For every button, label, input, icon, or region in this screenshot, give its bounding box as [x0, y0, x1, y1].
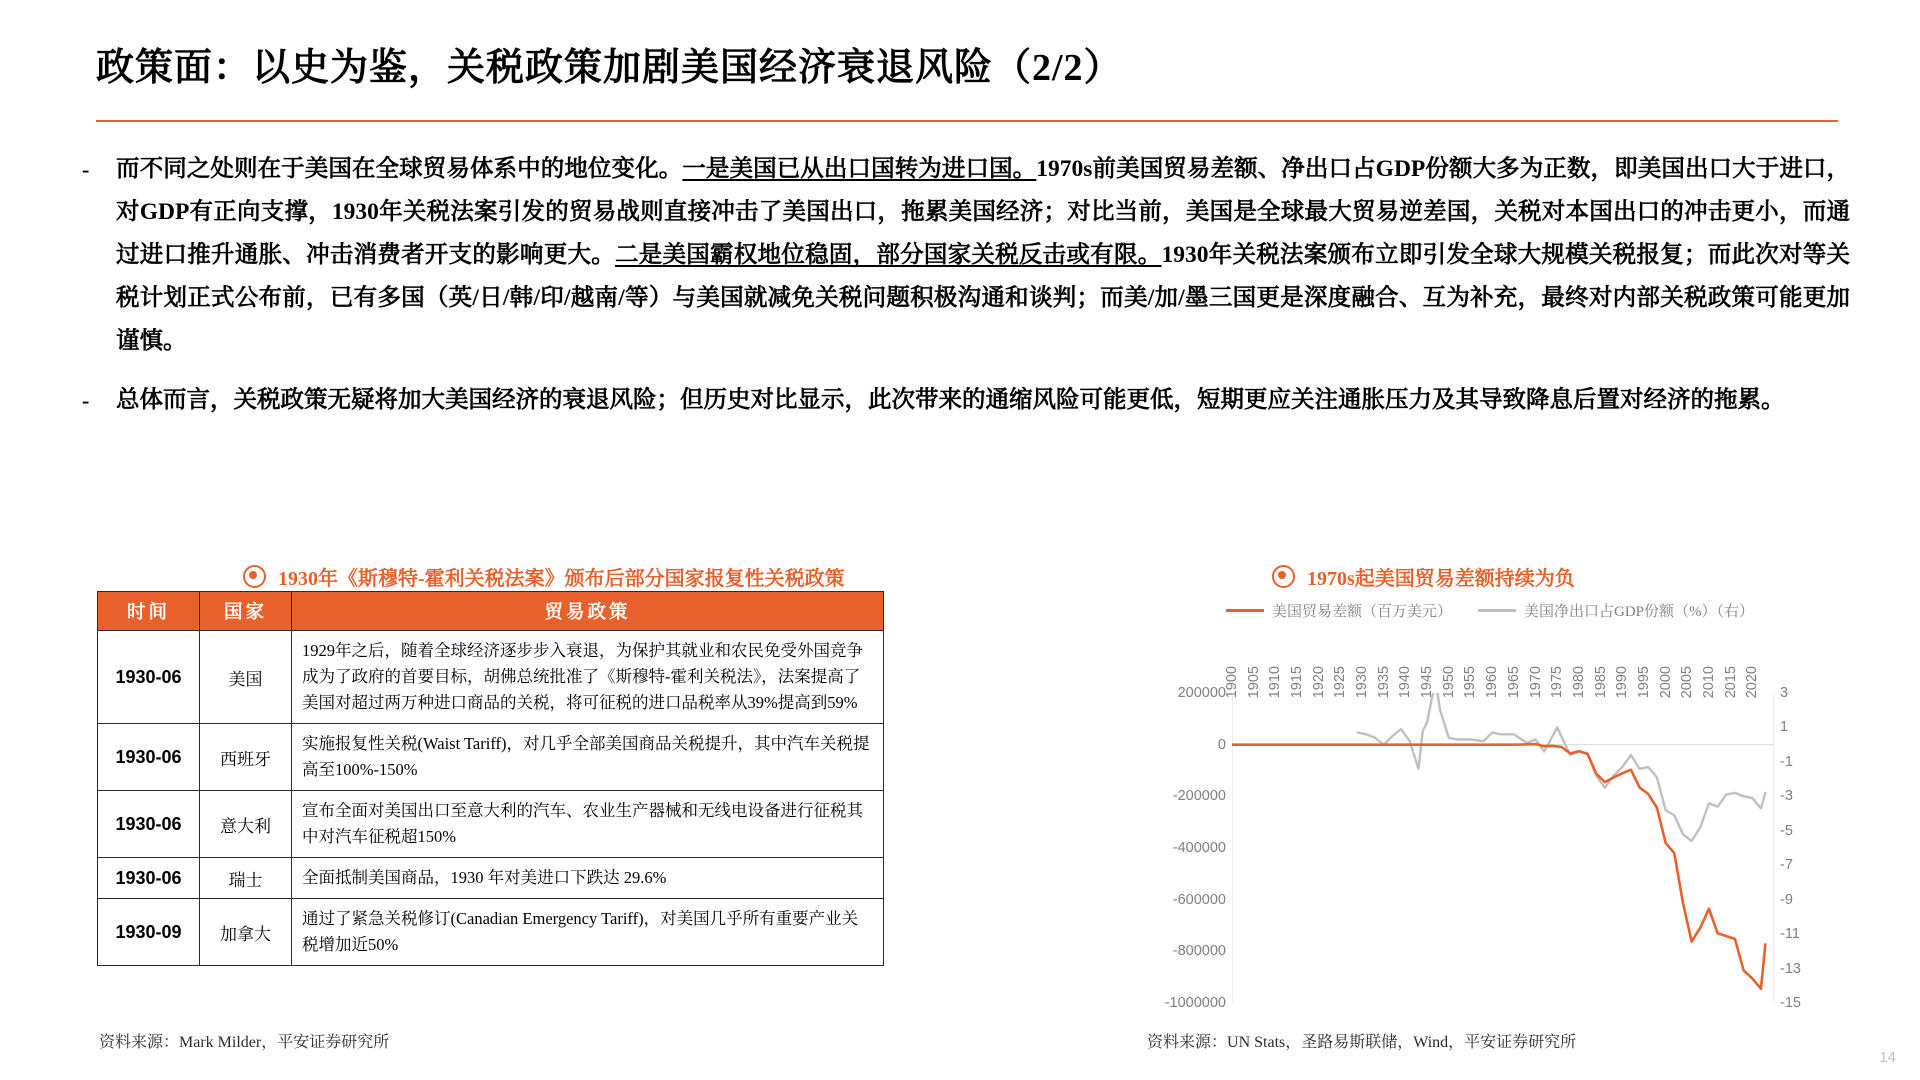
chart-right-tick: -15 [1780, 995, 1801, 1011]
page-number: 14 [1879, 1049, 1896, 1066]
bullet-dash: - [82, 388, 90, 413]
chart-x-tick: 1960 [1484, 665, 1501, 698]
bullet-segment: 总体而言，关税政策无疑将加大美国经济的衰退风险；但历史对比显示，此次带来的通缩风险可能更低，短期更应关注通胀压力及其导致降息后置对经济的拖累。 [116, 387, 1785, 413]
cell-country: 意大利 [200, 791, 292, 858]
chart-plot-frame [1140, 630, 1840, 1020]
bullet-item [80, 148, 1850, 363]
legend-swatch-gray [1478, 609, 1516, 612]
chart-right-tick: -3 [1780, 788, 1793, 805]
table-row [98, 858, 884, 899]
right-panel-heading-label: 1970s起美国贸易差额持续为负 [1307, 568, 1575, 590]
right-panel-heading [1272, 562, 1575, 591]
left-panel-heading-label: 1930年《斯穆特-霍利关税法案》颁布后部分国家报复性关税政策 [278, 568, 845, 590]
legend-item-trade-balance [1226, 600, 1452, 621]
chart-x-tick: 1970 [1527, 665, 1544, 698]
chart-right-tick: -13 [1780, 960, 1801, 977]
table-header-time: 时间 [98, 592, 200, 631]
chart-x-tick: 1955 [1462, 665, 1479, 698]
chart-x-tick: 1910 [1267, 665, 1284, 698]
cell-policy: 通过了紧急关税修订(Canadian Emergency Tariff)，对美国几乎所有重要产业关税增加近50% [292, 899, 884, 966]
chart-right-tick: -11 [1780, 926, 1800, 943]
table-row [98, 631, 884, 724]
table-row [98, 791, 884, 858]
bullet-dash: - [82, 157, 90, 182]
chart-x-tick-labels [1140, 630, 1840, 698]
body-bullets [80, 148, 1850, 438]
title-divider [96, 120, 1838, 122]
chart-right-tick: -7 [1780, 857, 1793, 874]
chart-right-axis-labels [1780, 685, 1838, 1011]
bullet-segment-underlined: 二是美国霸权地位稳固，部分国家关税反击或有限。 [614, 242, 1162, 268]
chart-left-axis-labels [1140, 685, 1226, 1011]
chart-series-canvas [1232, 693, 1774, 1003]
chart-right-tick: -1 [1780, 753, 1793, 770]
chart-left-tick: -600000 [1172, 891, 1226, 908]
chart-right-tick: -9 [1780, 891, 1793, 908]
cell-policy: 1929年之后，随着全球经济逐步步入衰退，为保护其就业和农民免受外国竞争成为了政府的首要目标，胡佛总统批准了《斯穆特-霍利关税法》，法案提高了美国对超过两万种进口商品的关税，将可征税的进口品税率从39%提高到59% [292, 631, 884, 724]
bullet-segment: 1970s前美国贸易差额、净出口占GDP份额大多为正数，即美国出口大于进口，对GDP有正向支撑，1930年关税法案引发的贸易战则直接冲击了美国出口，拖累美国经济；对比当前，美国是全球最大贸易逆差国，关税对本国出口的冲击更小，而通过进口推升通胀、冲击消费者开支的影响更大。 [116, 156, 1851, 268]
page-title-wrap [96, 36, 1836, 91]
trade-balance-chart [1140, 600, 1840, 1025]
chart-x-tick: 1930 [1354, 665, 1371, 698]
chart-right-tick: 3 [1780, 685, 1789, 701]
right-source [1147, 1029, 1576, 1052]
cell-policy: 宣布全面对美国出口至意大利的汽车、农业生产器械和无线电设备进行征税其中对汽车征税超150% [292, 791, 884, 858]
chart-x-tick: 1965 [1505, 665, 1522, 698]
bullet-text [116, 379, 1850, 422]
chart-x-tick: 2015 [1722, 665, 1739, 698]
bullseye-icon [1272, 565, 1295, 588]
bullseye-icon [243, 565, 266, 588]
legend-swatch-orange [1226, 609, 1264, 612]
cell-time: 1930-06 [98, 631, 200, 724]
table-header-row [98, 592, 884, 631]
cell-time: 1930-06 [98, 858, 200, 899]
bullet-text [116, 148, 1850, 363]
policy-table-wrap [97, 591, 883, 966]
cell-country: 瑞士 [200, 858, 292, 899]
left-source-text: Mark Milder，平安证券研究所 [179, 1034, 390, 1051]
chart-x-tick: 1925 [1332, 665, 1349, 698]
table-row [98, 724, 884, 791]
legend-item-net-exports [1478, 600, 1754, 621]
chart-x-tick: 1920 [1310, 665, 1327, 698]
chart-x-tick: 2020 [1744, 665, 1761, 698]
bullet-segment: 而不同之处则在于美国在全球贸易体系中的地位变化。 [116, 156, 683, 182]
chart-x-tick: 1935 [1375, 665, 1392, 698]
chart-left-tick: -800000 [1172, 943, 1226, 960]
left-panel-heading [243, 562, 845, 591]
table-header-country: 国家 [200, 592, 292, 631]
chart-x-tick: 1995 [1635, 665, 1652, 698]
cell-time: 1930-06 [98, 724, 200, 791]
chart-x-tick: 1985 [1592, 665, 1609, 698]
chart-x-tick: 2005 [1679, 665, 1696, 698]
chart-right-tick: 1 [1780, 719, 1789, 736]
chart-x-tick: 1940 [1397, 665, 1414, 698]
bullet-segment-underlined: 一是美国已从出口国转为进口国。 [682, 156, 1037, 182]
chart-right-tick: -5 [1780, 822, 1793, 839]
bullet-item [80, 379, 1850, 422]
page-title: 政策面：以史为鉴，关税政策加剧美国经济衰退风险（2/2） [96, 47, 1123, 89]
chart-x-tick: 1900 [1224, 665, 1240, 698]
cell-policy: 全面抵制美国商品，1930 年对美进口下跌达 29.6% [292, 858, 884, 899]
table-header-policy: 贸易政策 [292, 592, 884, 631]
table-row [98, 899, 884, 966]
chart-legend [1140, 600, 1840, 621]
chart-left-tick: -400000 [1172, 840, 1226, 856]
left-source [99, 1029, 389, 1052]
chart-left-tick: -200000 [1172, 788, 1226, 805]
chart-series-line [1358, 693, 1766, 841]
right-source-label: 资料来源： [1147, 1034, 1228, 1051]
chart-left-tick: 0 [1217, 736, 1226, 753]
cell-country: 西班牙 [200, 724, 292, 791]
chart-x-tick: 1990 [1614, 665, 1631, 698]
chart-x-tick: 1950 [1440, 665, 1457, 698]
cell-policy: 实施报复性关税(Waist Tariff)，对几乎全部美国商品关税提升，其中汽车关税提高至100%-150% [292, 724, 884, 791]
chart-x-tick: 2000 [1657, 665, 1674, 698]
chart-x-tick: 2010 [1700, 665, 1717, 698]
left-source-label: 资料来源： [99, 1034, 180, 1051]
chart-x-tick: 1975 [1549, 665, 1566, 698]
right-source-text: UN Stats，圣路易斯联储，Wind，平安证券研究所 [1227, 1034, 1577, 1051]
legend-label-trade-balance: 美国贸易差额（百万美元） [1271, 604, 1452, 620]
cell-time: 1930-06 [98, 791, 200, 858]
cell-time: 1930-09 [98, 899, 200, 966]
chart-x-tick: 1915 [1289, 665, 1306, 698]
cell-country: 美国 [200, 631, 292, 724]
chart-left-tick: 200000 [1177, 685, 1226, 701]
cell-country: 加拿大 [200, 899, 292, 966]
legend-label-net-exports: 美国净出口占GDP份额（%）（右） [1524, 604, 1755, 620]
chart-x-tick: 1980 [1570, 665, 1587, 698]
chart-series-line [1232, 744, 1765, 989]
chart-x-tick: 1905 [1245, 665, 1262, 698]
policy-table [97, 591, 884, 966]
bullet-segment: 1930年关税法案颁布立即引发全球大规模关税报复；而此次对等关税计划正式公布前，已有多国（英/日/韩/印/越南/等）与美国就减免关税问题积极沟通和谈判；而美/加/墨三国更是深度融合、互为补充，最终对内部关税政策可能更加谨慎。 [116, 242, 1851, 354]
chart-x-tick: 1945 [1419, 665, 1436, 698]
chart-left-tick: -1000000 [1164, 995, 1226, 1011]
